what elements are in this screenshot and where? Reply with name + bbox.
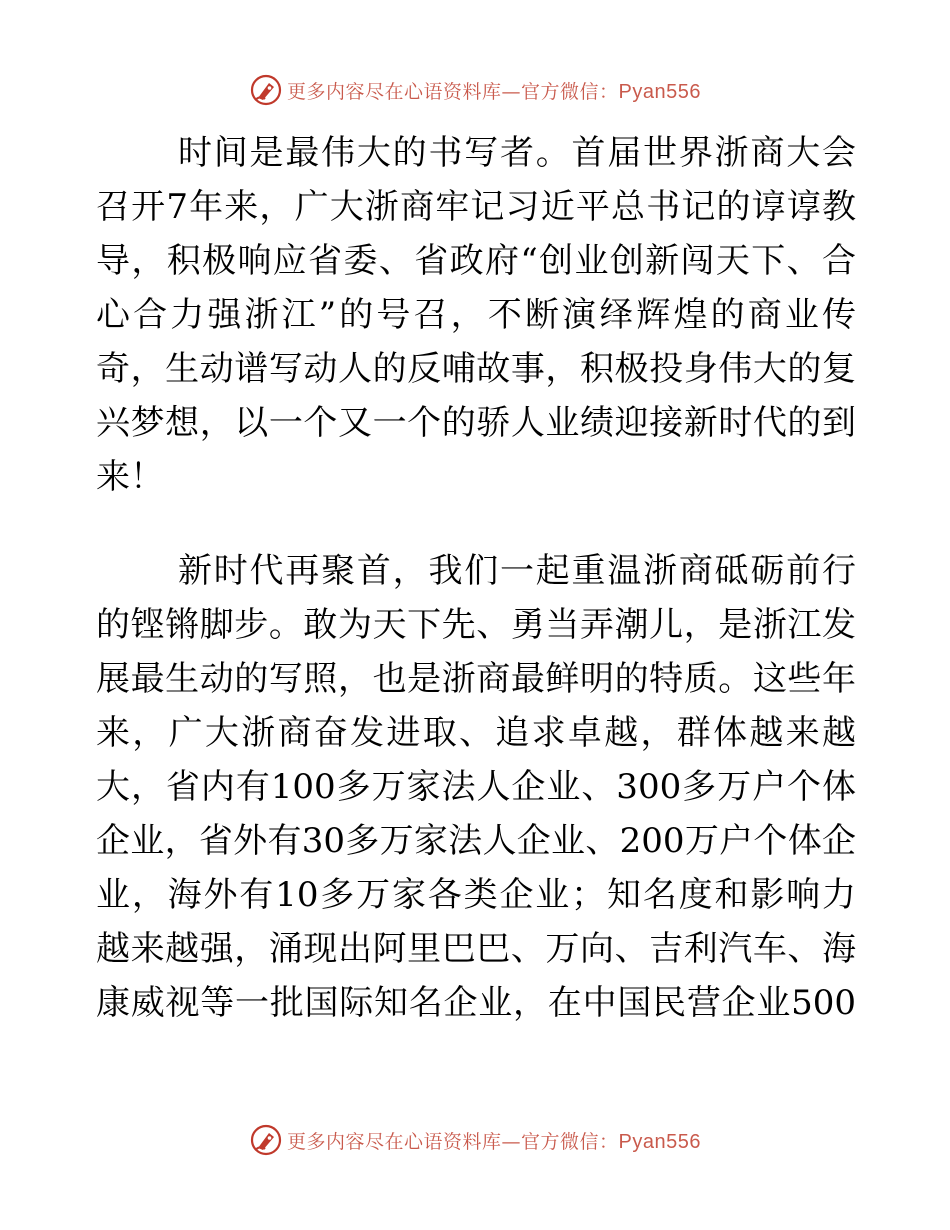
text-line: 的铿锵脚步。敢为天下先、勇当弄潮儿，是浙江发 xyxy=(96,605,856,645)
text-line: 越来越强，涌现出阿里巴巴、万向、吉利汽车、海 xyxy=(96,929,856,969)
banner-text: 更多内容尽在心语资料库—官方微信：Pyan556 xyxy=(287,80,701,103)
text-line: 新时代再聚首，我们一起重温浙商砥砺前行 xyxy=(178,551,856,591)
text-line: 来！ xyxy=(96,457,164,497)
text-line: 康威视等一批国际知名企业，在中国民营企业500 xyxy=(96,983,856,1023)
text-line: 大，省内有100多万家法人企业、300多万户个体 xyxy=(96,767,856,807)
body-text xyxy=(96,126,856,1030)
text-line: 心合力强浙江”的号召，不断演绎辉煌的商业传 xyxy=(96,295,856,335)
text-line: 导，积极响应省委、省政府“创业创新闯天下、合 xyxy=(96,241,856,281)
paragraph-1 xyxy=(96,126,856,504)
wechat-id: Pyan556 xyxy=(618,1130,701,1153)
text-line: 业，海外有10多万家各类企业；知名度和影响力 xyxy=(96,875,856,915)
pen-nib-logo-icon xyxy=(249,73,283,107)
text-line: 来，广大浙商奋发进取、追求卓越，群体越来越 xyxy=(96,713,856,753)
header-banner xyxy=(0,70,950,110)
wechat-id: Pyan556 xyxy=(618,80,701,103)
paragraph-spacer xyxy=(96,504,856,544)
text-line: 兴梦想，以一个又一个的骄人业绩迎接新时代的到 xyxy=(96,403,856,443)
text-line: 企业，省外有30多万家法人企业、200万户个体企 xyxy=(96,821,856,861)
paragraph-2 xyxy=(96,544,856,1030)
pen-nib-logo-icon xyxy=(249,1123,283,1157)
footer-banner xyxy=(0,1120,950,1160)
text-line: 展最生动的写照，也是浙商最鲜明的特质。这些年 xyxy=(96,659,856,699)
text-line: 召开7年来，广大浙商牢记习近平总书记的谆谆教 xyxy=(96,187,856,227)
text-line: 奇，生动谱写动人的反哺故事，积极投身伟大的复 xyxy=(96,349,856,389)
banner-text: 更多内容尽在心语资料库—官方微信：Pyan556 xyxy=(287,1130,701,1153)
text-line: 时间是最伟大的书写者。首届世界浙商大会 xyxy=(178,133,856,173)
